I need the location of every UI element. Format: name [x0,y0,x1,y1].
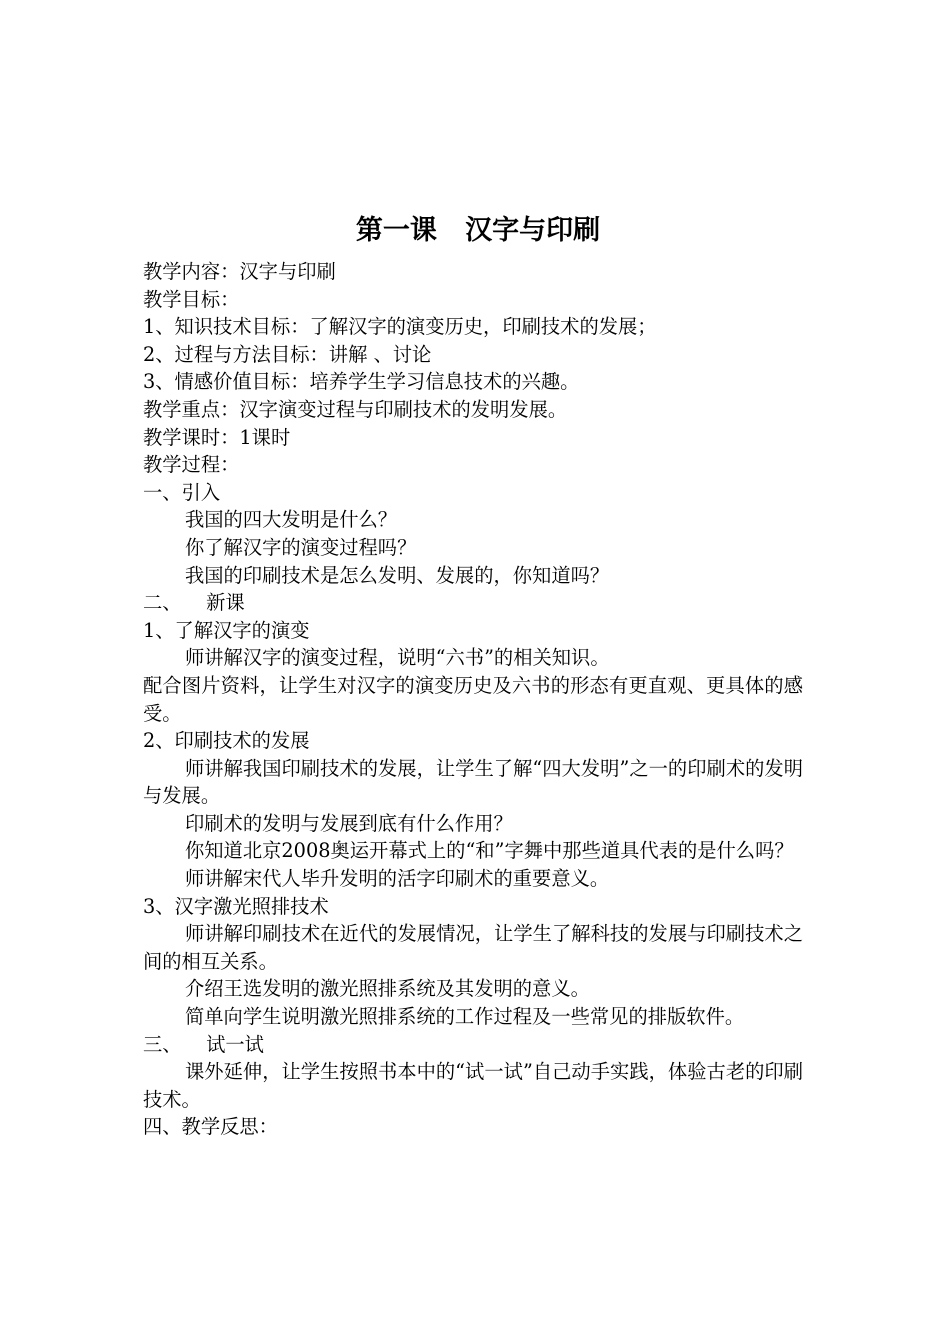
intro-question-2: 你了解汉字的演变过程吗？ [185,535,417,559]
document-page [143,210,803,1141]
section-new-lesson-heading: 二、 新课 [143,591,245,615]
subsection-laser-heading: 3、汉字激光照排技术 [143,894,329,918]
key-point: 教学重点：汉字演变过程与印刷技术的发明发展。 [143,397,568,421]
laser-paragraph-3: 简单向学生说明激光照排系统的工作过程及一些常见的排版软件。 [185,1005,745,1029]
intro-question-3: 我国的印刷技术是怎么发明、发展的，你知道吗？ [185,563,610,587]
section-reflection-heading: 四、教学反思： [143,1115,278,1139]
printing-paragraph-4: 师讲解宋代人毕升发明的活字印刷术的重要意义。 [185,867,610,891]
printing-paragraph-3: 你知道北京2008奥运开幕式上的“和”字舞中那些道具代表的是什么吗？ [185,839,794,863]
subsection-printing-heading: 2、印刷技术的发展 [143,729,310,753]
evolution-paragraph-2: 配合图片资料，让学生对汉字的演变历史及六书的形态有更直观、更具体的感受。 [143,673,803,725]
section-intro-heading: 一、引入 [143,480,221,504]
teaching-content: 教学内容：汉字与印刷 [143,260,336,283]
goal-process: 2、过程与方法目标：讲解 、讨论 [143,342,432,366]
lesson-body [143,258,803,1141]
try-paragraph-1: 课外延伸，让学生按照书本中的“试一试”自己动手实践，体验古老的印刷技术。 [143,1060,803,1111]
printing-paragraph-2: 印刷术的发明与发展到底有什么作用？ [185,811,513,835]
goal-knowledge: 1、知识技术目标：了解汉字的演变历史，印刷技术的发展； [143,315,657,339]
lesson-title: 第一课 汉字与印刷 [355,215,601,246]
section-try-heading: 三、 试一试 [143,1032,264,1056]
goals-heading: 教学目标： [143,287,240,311]
subsection-evolution-heading: 1、了解汉字的演变 [143,618,310,642]
evolution-paragraph-1: 师讲解汉字的演变过程，说明“六书”的相关知识。 [185,646,610,670]
laser-paragraph-1: 师讲解印刷技术在近代的发展情况，让学生了解科技的发展与印刷技术之间的相互关系。 [143,922,803,973]
intro-question-1: 我国的四大发明是什么？ [185,508,398,532]
process-heading: 教学过程： [143,453,240,477]
class-hours: 教学课时：1课时 [143,425,291,449]
goal-emotion: 3、情感价值目标：培养学生学习信息技术的兴趣。 [143,370,580,394]
laser-paragraph-2: 介绍王选发明的激光照排系统及其发明的意义。 [185,977,590,1001]
printing-paragraph-1: 师讲解我国印刷技术的发展，让学生了解“四大发明”之一的印刷术的发明与发展。 [143,756,803,808]
